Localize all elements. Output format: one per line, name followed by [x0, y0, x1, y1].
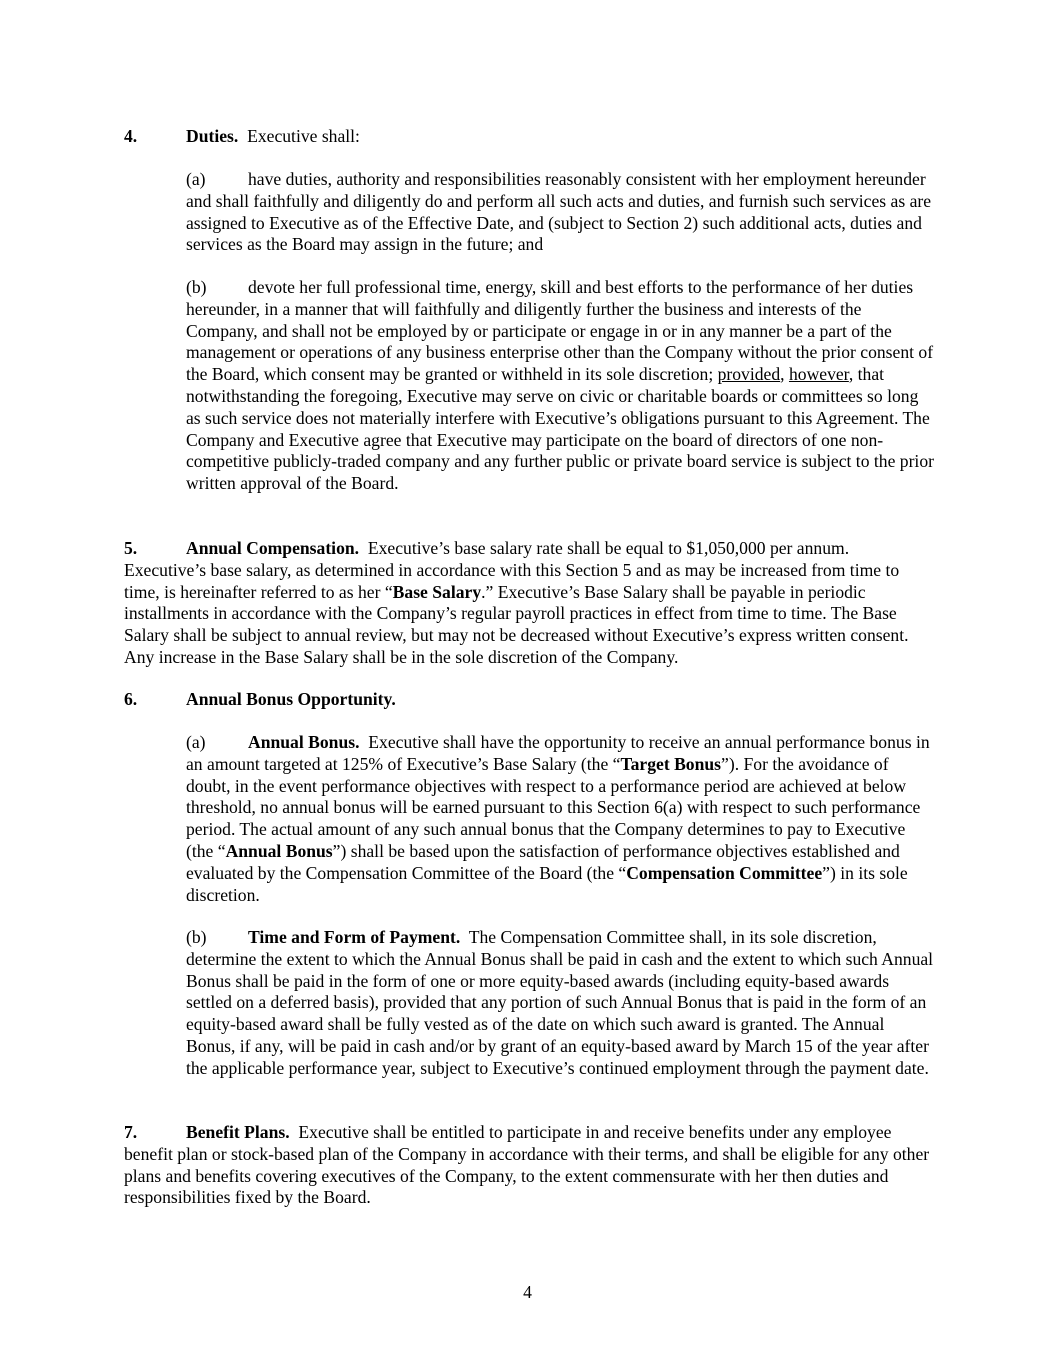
section-6b-heading: Time and Form of Payment.: [248, 927, 461, 947]
section-4b-comma: ,: [780, 364, 785, 385]
section-6a-label: (a): [186, 732, 206, 752]
section-6a-paragraph: [186, 732, 934, 906]
page-number: 4: [523, 1282, 532, 1302]
section-6a-text-3: ”) shall be based upon the satisfaction of performance objectives established and evaluated by the Compensation Committee of the Board (the “: [186, 840, 900, 883]
section-4b-paragraph: [186, 277, 934, 495]
section-6a-text-2: ”). For the avoidance of doubt, in the event performance objectives with respect to a performance period are achieved at below threshold, no annual bonus will be earned pursuant to this Section 6(a) with respect to such performance period. The actual amount of any such annual bonus that the Company determines to pay to Executive (the “: [186, 753, 921, 861]
section-4b-text-2: , that notwithstanding the foregoing, Executive may serve on civic or charitable boards or committees so long as such service does not materially interfere with Executive’s obligations pursuant to this Agreement. The Company and Executive agree that Executive may participate on the board of directors of one non-competitive publicly-traded company and any further public or private board service is subject to the prior written approval of the Board.: [186, 364, 934, 494]
section-4a-text: have duties, authority and responsibilities reasonably consistent with her employment hereunder and shall faithfully and diligently do and perform all such acts and duties, and furnish such services as are assigned to Executive as of the Effective Date, and (subject to Section 2) such additional acts, duties and services as the Board may assign in the future; and: [186, 169, 932, 255]
section-4-header: [124, 126, 934, 148]
compensation-committee-term: Compensation Committee: [626, 862, 823, 883]
section-6-number: 6.: [124, 689, 138, 709]
however-term: however: [788, 364, 849, 385]
section-4b-label: (b): [186, 277, 207, 297]
section-5-paragraph: [124, 538, 934, 669]
section-5-text-2: .” Executive’s Base Salary shall be payable in periodic installments in accordance with the Company’s regular payroll practices in effect from time to time. The Base Salary shall be subject to annual review, but may not be decreased without Executive’s express written consent. Any increase in the Base Salary shall be in the sole discretion of the Company.: [124, 581, 909, 667]
section-4-lead: Executive shall:: [247, 126, 360, 146]
provided-term: provided: [717, 364, 781, 385]
section-6a-heading: Annual Bonus.: [248, 732, 360, 752]
section-6a-text-1: Executive shall have the opportunity to receive an annual performance bonus in an amount targeted at 125% of Executive’s Base Salary (the “: [186, 732, 930, 774]
section-6b-text: The Compensation Committee shall, in its sole discretion, determine the extent to which the Annual Bonus shall be paid in cash and the extent to which such Annual Bonus shall be paid in the form of one or more equity-based awards (including equity-based awards settled on a deferred basis), provided that any portion of such Annual Bonus that is paid in the form of an equity-based award shall be fully vested as of the date on which such award is granted. The Annual Bonus, if any, will be paid in cash and/or by grant of an equity-based award by March 15 of the year after the applicable performance year, subject to Executive’s continued employment through the payment date.: [186, 927, 934, 1078]
section-6-heading: Annual Bonus Opportunity.: [186, 689, 396, 709]
section-5-text-1: Executive’s base salary rate shall be equal to $1,050,000 per annum. Executive’s base salary, as determined in accordance with this Section 5 and as may be increased from time to time, is hereinafter referred to as her “: [124, 538, 900, 602]
section-4-heading: Duties.: [186, 126, 239, 146]
section-6a-text-4: ”) in its sole discretion.: [186, 862, 908, 905]
section-7-number: 7.: [124, 1122, 138, 1142]
section-4-number: 4.: [124, 126, 138, 146]
section-5-heading: Annual Compensation.: [186, 538, 360, 558]
target-bonus-term: Target Bonus: [620, 753, 722, 774]
section-6-header: [124, 689, 934, 711]
section-5-number: 5.: [124, 538, 138, 558]
section-4b-text-1: devote her full professional time, energy, skill and best efforts to the performance of her duties hereunder, in a manner that will faithfully and diligently further the business and interests of the Company, and shall not be employed by or participate or engage in or in any manner be a part of the management or operations of any business enterprise other than the Company without the prior consent of the Board, which consent may be granted or withheld in its sole discretion;: [186, 277, 934, 385]
annual-bonus-term: Annual Bonus: [225, 840, 333, 861]
section-6b-paragraph: [186, 927, 934, 1080]
section-4a-paragraph: [186, 169, 934, 256]
section-4a-label: (a): [186, 169, 206, 189]
section-7-text: Executive shall be entitled to participate in and receive benefits under any employee benefit plan or stock-based plan of the Company in accordance with their terms, and shall be eligible for any other plans and benefits covering executives of the Company, to the extent commensurate with her then duties and responsibilities fixed by the Board.: [124, 1122, 930, 1208]
section-7-heading: Benefit Plans.: [186, 1122, 290, 1142]
section-7-paragraph: [124, 1122, 934, 1209]
section-6b-label: (b): [186, 927, 207, 947]
base-salary-term: Base Salary: [392, 581, 482, 602]
